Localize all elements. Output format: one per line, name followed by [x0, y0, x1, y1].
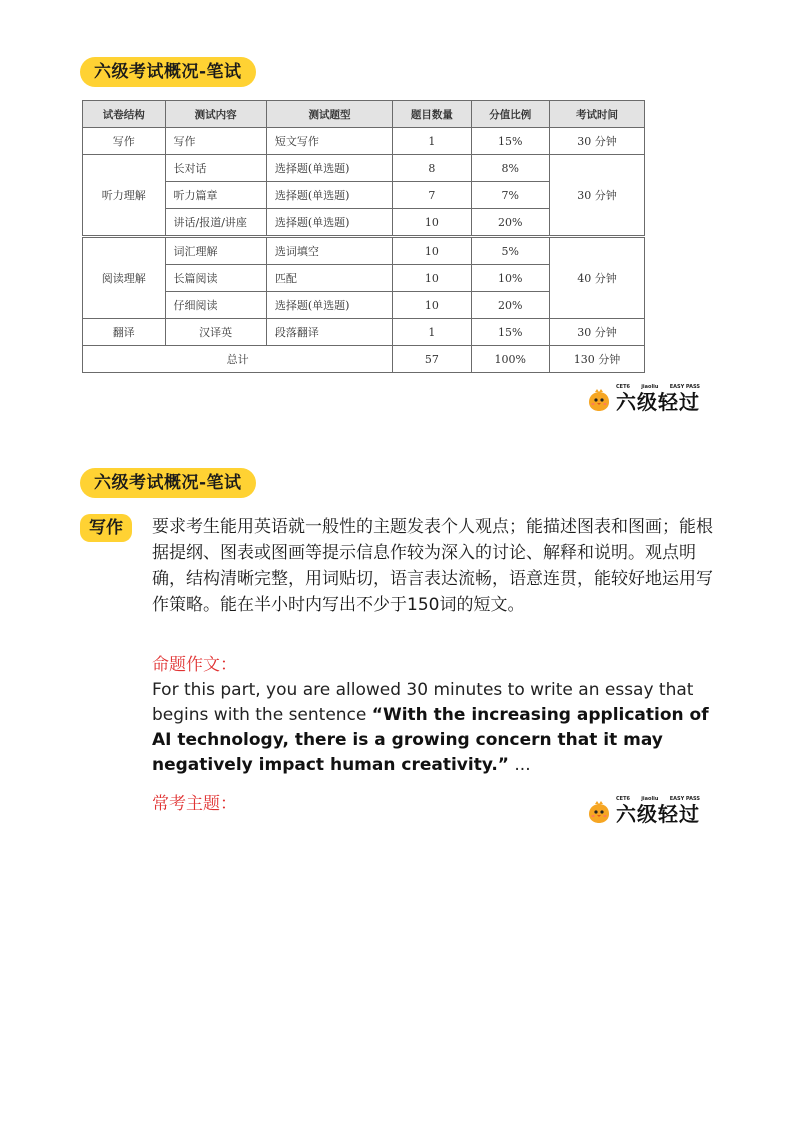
column-header: 测试内容 [165, 101, 266, 128]
table-row [83, 155, 645, 182]
cell-type: 选择题(单选题) [266, 292, 392, 319]
cell-time: 30 分钟 [549, 319, 644, 346]
cell-type: 短文写作 [266, 128, 392, 155]
cell-type: 选择题(单选题) [266, 182, 392, 209]
essay-prompt [152, 678, 722, 778]
cell-ratio: 100% [471, 346, 549, 373]
cell-type: 匹配 [266, 265, 392, 292]
writing-tag: 写作 [80, 514, 132, 542]
cell-count: 1 [393, 319, 471, 346]
cell-type: 选择题(单选题) [266, 155, 392, 182]
column-header: 试卷结构 [83, 101, 166, 128]
chick-mascot-icon [586, 389, 612, 413]
logo-brand-text: 六级轻过 [616, 390, 700, 414]
cell-total-label: 总计 [83, 346, 393, 373]
table-row [83, 128, 645, 155]
subheading-common-topics: 常考主题： [152, 794, 237, 814]
prompt-intro-text: For this part, you are allowed 30 minutes to write an essay that begins with the sentence [152, 680, 694, 725]
cell-structure: 阅读理解 [83, 237, 166, 319]
cell-ratio: 15% [471, 128, 549, 155]
logo-small-text: jiaoliu [641, 796, 659, 802]
logo-small-text: EASY PASS [669, 384, 700, 390]
cell-count: 7 [393, 182, 471, 209]
cell-structure: 听力理解 [83, 155, 166, 237]
column-header: 题目数量 [393, 101, 471, 128]
cell-ratio: 7% [471, 182, 549, 209]
cell-count: 10 [393, 265, 471, 292]
cell-count: 10 [393, 237, 471, 265]
table-header-row [83, 101, 645, 128]
table-row [83, 237, 645, 265]
logo-small-text: CET6 [616, 384, 630, 390]
prompt-ellipsis: ... [508, 755, 531, 775]
prompt-quote-text: “With the increasing application of AI technology, there is a growing concern that it may negatively impact human creativity.” [152, 705, 709, 775]
table-total-row [83, 346, 645, 373]
cell-content: 汉译英 [165, 319, 266, 346]
cell-count: 10 [393, 292, 471, 319]
logo-small-text: EASY PASS [669, 796, 700, 802]
cell-content: 听力篇章 [165, 182, 266, 209]
cell-content: 长对话 [165, 155, 266, 182]
cell-time: 30 分钟 [549, 128, 644, 155]
cell-count: 1 [393, 128, 471, 155]
cell-ratio: 20% [471, 209, 549, 237]
logo-small-text: CET6 [616, 796, 630, 802]
cell-count: 10 [393, 209, 471, 237]
column-header: 测试题型 [266, 101, 392, 128]
cell-count: 8 [393, 155, 471, 182]
cell-type: 段落翻译 [266, 319, 392, 346]
cell-structure: 翻译 [83, 319, 166, 346]
brand-logo [586, 796, 700, 825]
subheading-proposition-essay: 命题作文： [152, 655, 237, 675]
section-title: 六级考试概况-笔试 [80, 57, 256, 87]
cell-content: 讲话/报道/讲座 [165, 209, 266, 237]
cell-time: 130 分钟 [549, 346, 644, 373]
cell-time: 30 分钟 [549, 155, 644, 237]
cell-content: 仔细阅读 [165, 292, 266, 319]
cell-type: 选择题(单选题) [266, 209, 392, 237]
cell-content: 长篇阅读 [165, 265, 266, 292]
cell-ratio: 5% [471, 237, 549, 265]
exam-structure-table [82, 100, 645, 373]
table-row [83, 319, 645, 346]
logo-small-text: jiaoliu [641, 384, 659, 390]
logo-brand-text: 六级轻过 [616, 802, 700, 826]
cell-ratio: 20% [471, 292, 549, 319]
cell-count: 57 [393, 346, 471, 373]
column-header: 考试时间 [549, 101, 644, 128]
cell-type: 选词填空 [266, 237, 392, 265]
cell-structure: 写作 [83, 128, 166, 155]
cell-ratio: 15% [471, 319, 549, 346]
column-header: 分值比例 [471, 101, 549, 128]
writing-description: 要求考生能用英语就一般性的主题发表个人观点；能描述图表和图画；能根据提纲、图表或图画等提示信息作较为深入的讨论、解释和说明。观点明确，结构清晰完整，用词贴切，语言表达流畅，语意连贯，能较好地运用写作策略。能在半小时内写出不少于150词的短文。 [152, 517, 713, 615]
cell-content: 写作 [165, 128, 266, 155]
cell-ratio: 10% [471, 265, 549, 292]
cell-ratio: 8% [471, 155, 549, 182]
brand-logo [586, 384, 700, 413]
section-title: 六级考试概况-笔试 [80, 468, 256, 498]
chick-mascot-icon [586, 801, 612, 825]
cell-time: 40 分钟 [549, 237, 644, 319]
cell-content: 词汇理解 [165, 237, 266, 265]
